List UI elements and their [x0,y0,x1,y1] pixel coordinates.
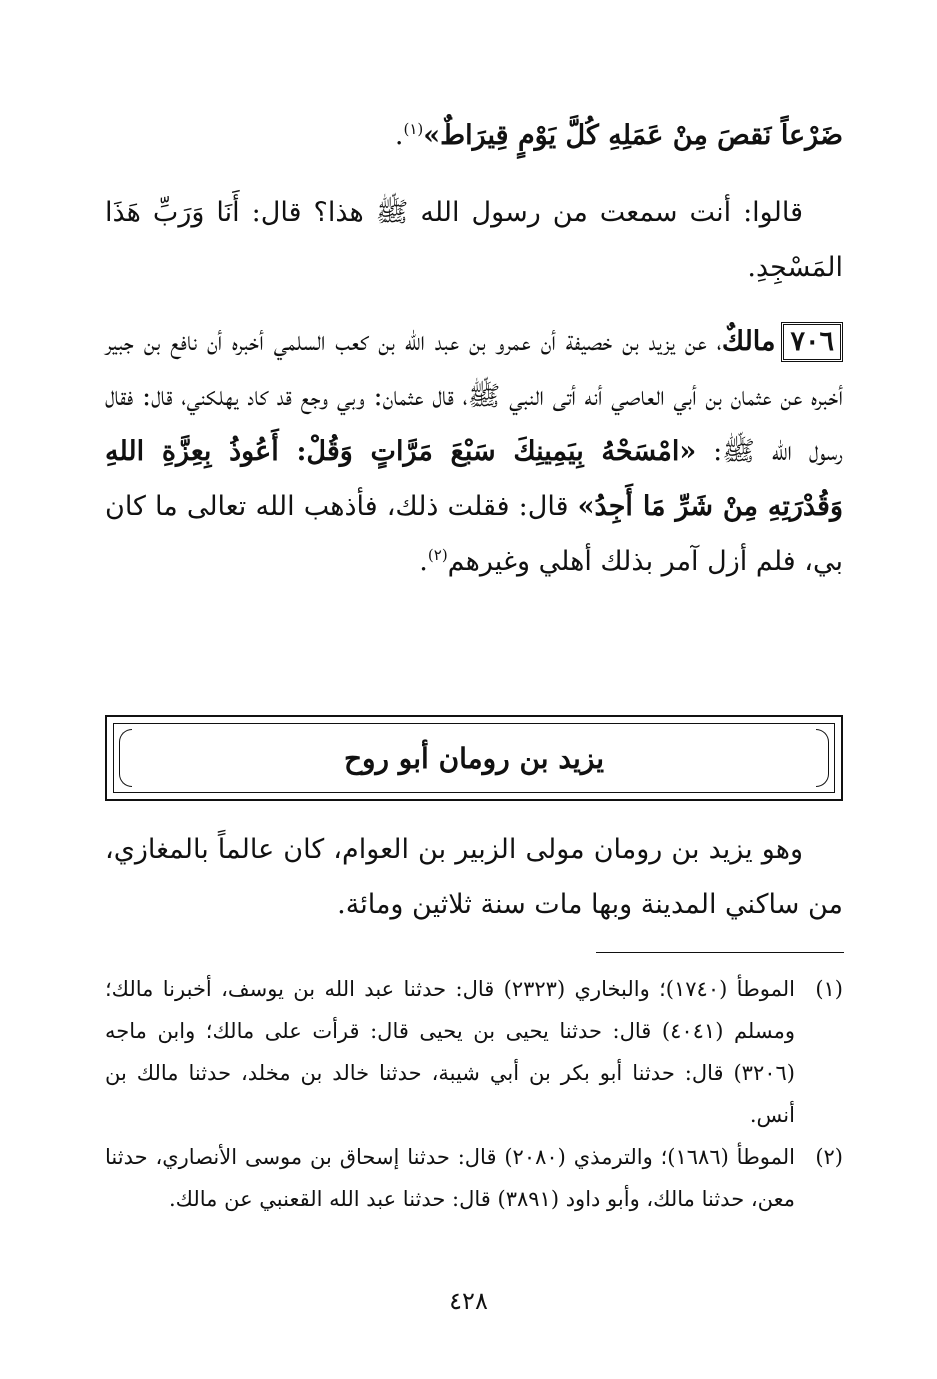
narrator-name: مالكٌ [721,326,776,357]
footnote-number: (٢) [815,1145,843,1169]
footnote-separator [596,952,844,953]
footnote-2 [105,1136,843,1220]
page-number: ٤٢٨ [449,1287,488,1315]
hadith-number-box: ٧٠٦ [781,322,843,362]
hadith-continuation: قال: فقلت ذلك، فأذهب الله تعالى ما كان بي، فلم أزل آمر بذلك أهلي وغيرهم [105,491,843,577]
prophetic-quote: «امْسَحْهُ بِيَمِينِكَ سَبْعَ مَرَّاتٍ وَقُلْ: أَعُوذُ بِعِزَّةِ اللهِ وَقُدْرَتِهِ مِنْ شَرِّ مَا أَجِدُ» [105,436,843,522]
footnote-1 [105,968,843,1136]
isnad-text: ، عن يزيد بن خصيفة أن عمرو بن عبد الله بن كعب السلمي أخبره أن نافع بن جبير أخبره عن عثمان بن أبي العاصي أنه أتى النبي ﷺ، قال عثمان: وبي وجع قد كاد يهلكني، قال: فقال رسول الله ﷺ: [105,326,843,467]
hadith-ending-paragraph [105,108,843,163]
footnote-ref-2: (٢) [427,546,448,564]
question-text: قالوا: أنت سمعت من رسول الله ﷺ هذا؟ قال: أَنَا وَرَبِّ هَذَا المَسْجِدِ. [105,197,843,283]
hadith-706-paragraph [105,314,843,589]
companions-question-paragraph [105,185,843,295]
footnotes-section [105,968,843,1220]
hadith-quote-ending: ضَرْعاً نَقصَ مِنْ عَمَلِهِ كُلَّ يَوْمٍ قِيرَاطٌ» [423,120,843,151]
footnote-number: (١) [815,977,843,1001]
sentence-end: . [419,546,428,577]
biography-text: وهو يزيد بن رومان مولى الزبير بن العوام، كان عالماً بالمغازي، من ساكني المدينة وبها مات سنة ثلاثين ومائة. [105,834,843,920]
footnote-ref-1: (١) [403,120,424,138]
biography-paragraph [105,822,843,932]
section-header-frame [105,715,843,801]
footnote-text: الموطأ (١٧٤٠)؛ والبخاري (٢٣٢٣) قال: حدثنا عبد الله بن يوسف، أخبرنا مالك؛ ومسلم (٤٠٤١) قال: حدثنا يحيى بن يحيى قال: قرأت على مالك؛ وابن ماجه (٣٢٠٦) قال: حدثنا أبو بكر بن أبي شيبة، حدثنا خالد بن مخلد، حدثنا مالك بن أنس. [105,977,796,1127]
footnote-text: الموطأ (١٦٨٦)؛ والترمذي (٢٠٨٠) قال: حدثنا إسحاق بن موسى الأنصاري، حدثنا معن، حدثنا مالك، وأبو داود (٣٨٩١) قال: حدثنا عبد الله القعنبي عن مالك. [105,1145,796,1211]
sentence-end: . [394,120,404,151]
section-title: يزيد بن رومان أبو روح [343,741,605,775]
